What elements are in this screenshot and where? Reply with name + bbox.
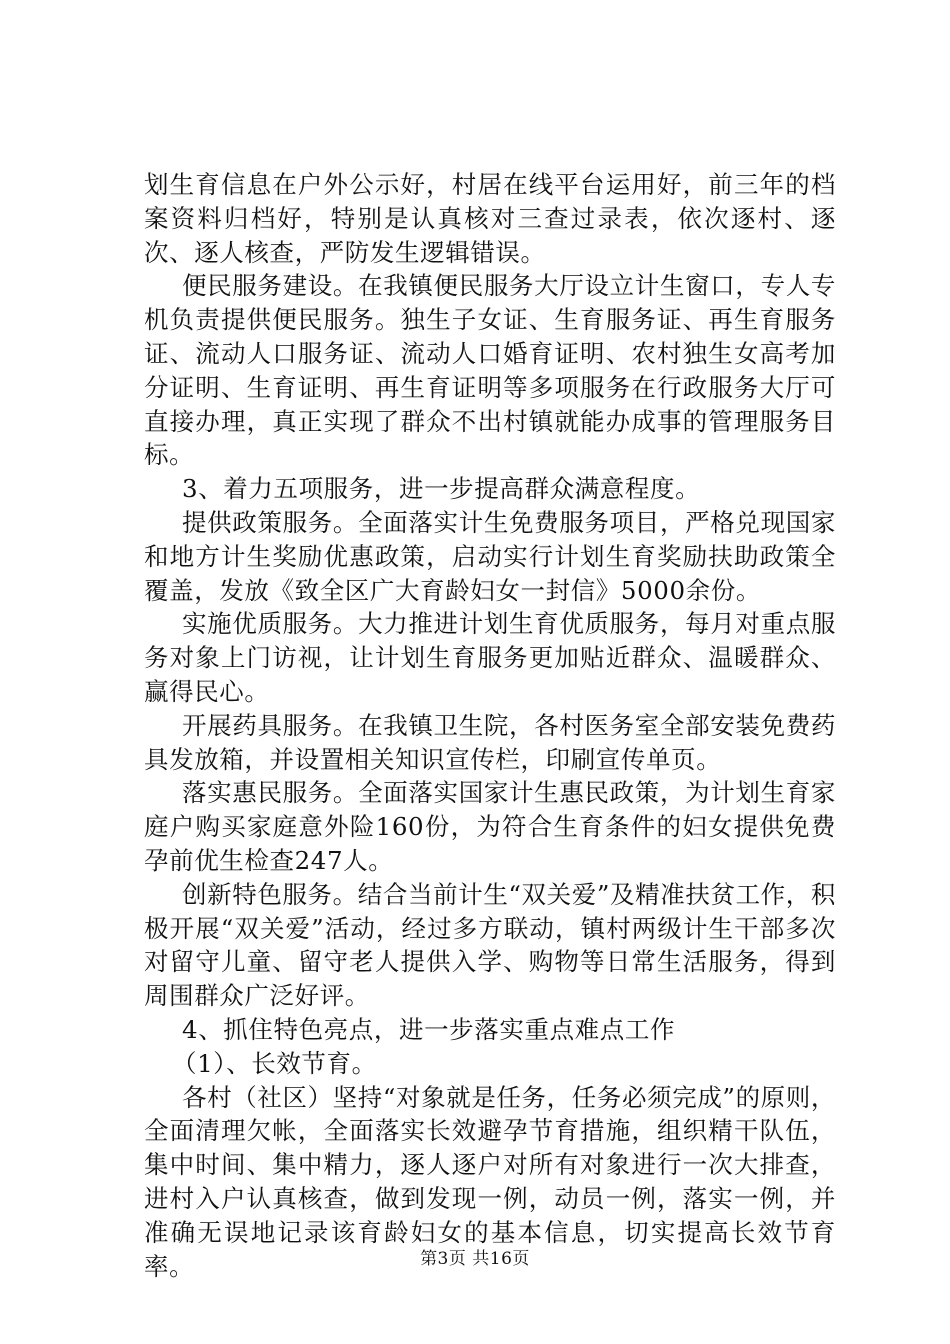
paragraph-continuation: 划生育信息在户外公示好，村居在线平台运用好，前三年的档案资料归档好，特别是认真核对三查过录表，依次逐村、逐次、逐人核查，严防发生逻辑错误。	[144, 170, 836, 267]
page-footer: 第3页 共16页	[420, 1249, 530, 1269]
section-heading-five-services: 3、着力五项服务，进一步提高群众满意程度。	[182, 474, 701, 504]
paragraph-quality-service: 实施优质服务。大力推进计划生育优质服务，每月对重点服务对象上门访视，让计划生育服务更加贴近群众、温暖群众、赢得民心。	[144, 609, 836, 706]
section-heading-key-points: 4、抓住特色亮点，进一步落实重点难点工作	[182, 1014, 676, 1044]
paragraph-medicine-service: 开展药具服务。在我镇卫生院，各村医务室全部安装免费药具发放箱，并设置相关知识宣传栏，印刷宣传单页。	[144, 710, 836, 774]
paragraph-special-service: 创新特色服务。结合当前计生“双关爱”及精准扶贫工作，积极开展“双关爱”活动，经过多方联动，镇村两级计生干部多次对留守儿童、留守老人提供入学、购物等日常生活服务，得到周围群众广泛好评。	[144, 879, 836, 1011]
paragraph-benefit-service: 落实惠民服务。全面落实国家计生惠民政策，为计划生育家庭户购买家庭意外险160份，为符合生育条件的妇女提供免费孕前优生检查247人。	[144, 778, 836, 875]
document-body	[144, 168, 836, 1283]
subsection-heading-long-term: （1）、长效节育。	[172, 1048, 377, 1078]
paragraph-convenience-service: 便民服务建设。在我镇便民服务大厅设立计生窗口，专人专机负责提供便民服务。独生子女证、生育服务证、再生育服务证、流动人口服务证、流动人口婚育证明、农村独生女高考加分证明、生育证明、再生育证明等多项服务在行政服务大厅可直接办理，真正实现了群众不出村镇就能办成事的管理服务目标。	[144, 271, 836, 470]
paragraph-long-term-contraception: 各村（社区）坚持“对象就是任务，任务必须完成”的原则，全面清理欠帐，全面落实长效避孕节育措施，组织精干队伍，集中时间、集中精力，逐人逐户对所有对象进行一次大排查，进村入户认真核查，做到发现一例，动员一例，落实一例，并准确无误地记录该育龄妇女的基本信息，切实提高长效节育率。	[144, 1082, 836, 1281]
paragraph-policy-service: 提供政策服务。全面落实计生免费服务项目，严格兑现国家和地方计生奖励优惠政策，启动实行计划生育奖励扶助政策全覆盖，发放《致全区广大育龄妇女一封信》5000余份。	[144, 507, 836, 605]
